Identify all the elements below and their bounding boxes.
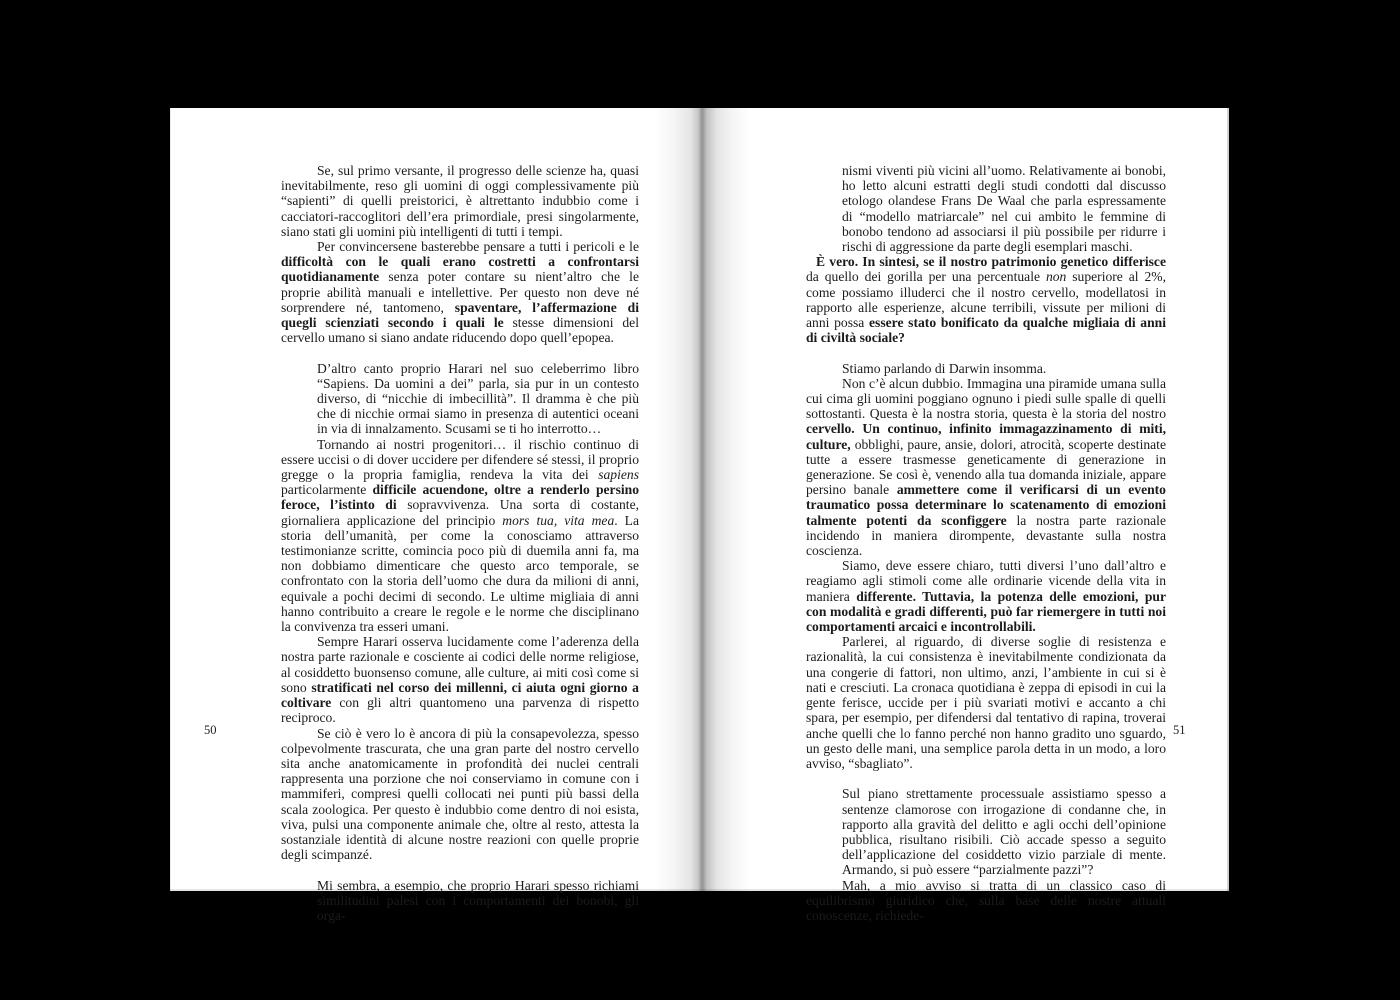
question-paragraph: D’altro canto proprio Harari nel suo celeberrimo libro “Sapiens. Da uomini a dei” parla, sia pur in un contesto diverso, di “nicchie di imbecillità”. Il dramma è che più che di nicchie ormai siamo in presenza di autentici oceani in via di innalzamento. Scusami se ti ho interrotto…	[317, 360, 639, 437]
question-paragraph: Stiamo parlando di Darwin insomma.	[842, 360, 1047, 376]
answer-paragraph: Parlerei, al riguardo, di diverse soglie di resistenza e razionalità, la cui consistenza è inevitabilmente condizionata da una congerie di fattori, non ultimo, anzi, l’ambiente in cui si è nati e cresciuti. La cronaca quotidiana è zeppa di episodi in cui la gente ferisce, uccide per i più svariati motivi e accanto a chi spara, per esempio, per difendersi dal tentativo di rapina, troverai anche quelli che lo fanno perché non hanno gradito uno sguardo, un gesto delle mani, una semplice parola detta in un modo, a loro avviso, “sbagliato”.	[806, 634, 1166, 771]
right-page-text-column	[806, 163, 1166, 923]
answer-paragraph: Per convincersene basterebbe pensare a tutti i pericoli e le difficoltà con le quali erano costretti a confrontarsi quotidianamente senza poter contare su nient’altro che le proprie abilità manuali e intellettive. Per questo non deve né sorprendere né, tantomeno, spaventare, l’affermazione di quegli scienziati secondo i quali le stesse dimensioni del cervello umano si siano andate riducendo dopo quell’epopea.	[281, 239, 639, 346]
question-paragraph: nismi viventi più vicini all’uomo. Relativamente ai bonobi, ho letto alcuni estratti degli studi condotti dal discusso etologo olandese Frans De Waal che parla espressamente di “modello matriarcale” nel cui ambito le femmine di bonobo tendono ad associarsi il più possibile per ridurre i rischi di aggressione da parte degli esemplari maschi.	[842, 163, 1166, 255]
answer-paragraph: Sempre Harari osserva lucidamente come l’aderenza della nostra parte razionale e cosciente ai codici delle norme religiose, al cosiddetto buonsenso comune, alle culture, ai miti così come si sono stratificati nel corso dei millenni, ci aiuta ogni giorno a coltivare con gli altri quantomeno una parvenza di rispetto reciproco.	[281, 634, 639, 726]
answer-paragraph: Tornando ai nostri progenitori… il rischio continuo di essere uccisi o di dover uccidere per difendere sé stessi, il proprio gregge o la propria famiglia, rendeva la vita dei sapiens particolarmente difficile acuendone, oltre a renderlo persino feroce, l’istinto di sopravvivenza. Una sorta di costante, giornaliera applicazione del principio mors tua, vita mea. La storia dell’umanità, per come la conosciamo attraverso testimonianze scritte, comincia poco più di duemila anni fa, ma non dobbiamo dimenticare che questo arco temporale, se confrontato con la storia dell’uomo che dura da milioni di anni, equivale a pochi decimi di secondo. Le ultime migliaia di anni hanno contribuito a creare le regole e le norme che disciplinano la convivenza tra esseri umani.	[281, 436, 639, 635]
answer-paragraph: Se ciò è vero lo è ancora di più la consapevolezza, spesso colpevolmente trascurata, che una gran parte del nostro cervello sita anche anatomicamente in profondità dei nuclei centrali rappresenta una porzione che noi conserviamo in comune con i mammiferi, compresi quelli collocati nei punti più bassi della scala zoologica. Per questo è indubbio come dentro di noi esista, viva, pulsi una componente animale che, oltre al resto, attesta la sostanziale identità di alcune nostre reazioni con quelle proprie degli scimpanzé.	[281, 725, 639, 863]
book-spread	[170, 108, 1229, 923]
answer-paragraph: Siamo, deve essere chiaro, tutti diversi l’uno dall’altro e reagiamo agli stimoli come alle ordinarie vicende della vita in maniera differente. Tuttavia, la potenza delle emozioni, pur con modalità e gradi differenti, può far riemergere in tutti noi comportamenti arcaici e incontrollabili.	[806, 558, 1166, 635]
book-spine-gutter-shadow	[654, 108, 750, 891]
right-page-number: 51	[1173, 723, 1186, 737]
question-paragraph: Mi sembra, a esempio, che proprio Harari spesso richiami similitudini palesi con i comportamenti dei bonobi, gli orga-	[317, 877, 639, 923]
question-paragraph: Sul piano strettamente processuale assistiamo spesso a sentenze clamorose con irrogazione di condanne che, in rapporto alla gravità del delitto e agli occhi dell’opinione pubblica, risultano risibili. Ciò accade spesso a seguito dell’applicazione del cosiddetto vizio parziale di mente. Armando, si può essere “parzialmente pazzi”?	[842, 786, 1166, 878]
answer-paragraph: È vero. In sintesi, se il nostro patrimonio genetico differisce da quello dei gorilla per una percentuale non superiore al 2%, come possiamo illuderci che il nostro cervello, modellatosi in rapporto alle esperienze, alcune terribili, vissute per milioni di anni possa essere stato bonificato da qualche migliaia di anni di civiltà sociale?	[806, 254, 1167, 346]
left-page-number: 50	[204, 723, 217, 737]
answer-paragraph: Mah, a mio avviso si tratta di un classico caso di equilibrismo giuridico che, sulla base delle nostre attuali conoscenze, richiede-	[806, 877, 1166, 923]
left-page-text-column	[281, 163, 639, 923]
answer-paragraph: Non c’è alcun dubbio. Immagina una piramide umana sulla cui cima gli uomini poggiano ognuno i piedi sulle spalle di quelli sottostanti. Questa è la nostra storia, questa è la storia del nostro cervello. Un continuo, infinito immagazzinamento di miti, culture, obblighi, paure, ansie, dolori, atrocità, scoperte destinate tutte a essere trasmesse geneticamente di generazione in generazione. Se così è, venendo alla tua domanda iniziale, appare persino banale ammettere come il verificarsi di un evento traumatico possa determinare lo scatenamento di emozioni talmente potenti da sconfiggere la nostra parte razionale incidendo in maniera dirompente, devastante sulla nostra coscienza.	[806, 375, 1166, 559]
answer-paragraph: Se, sul primo versante, il progresso delle scienze ha, quasi inevitabilmente, reso gli uomini di oggi complessivamente più “sapienti” di quelli preistorici, è altrettanto indubbio come i cacciatori-raccoglitori dell’era primordiale, presi singolarmente, siano stati gli uomini più intelligenti di tutti i tempi.	[281, 163, 639, 239]
